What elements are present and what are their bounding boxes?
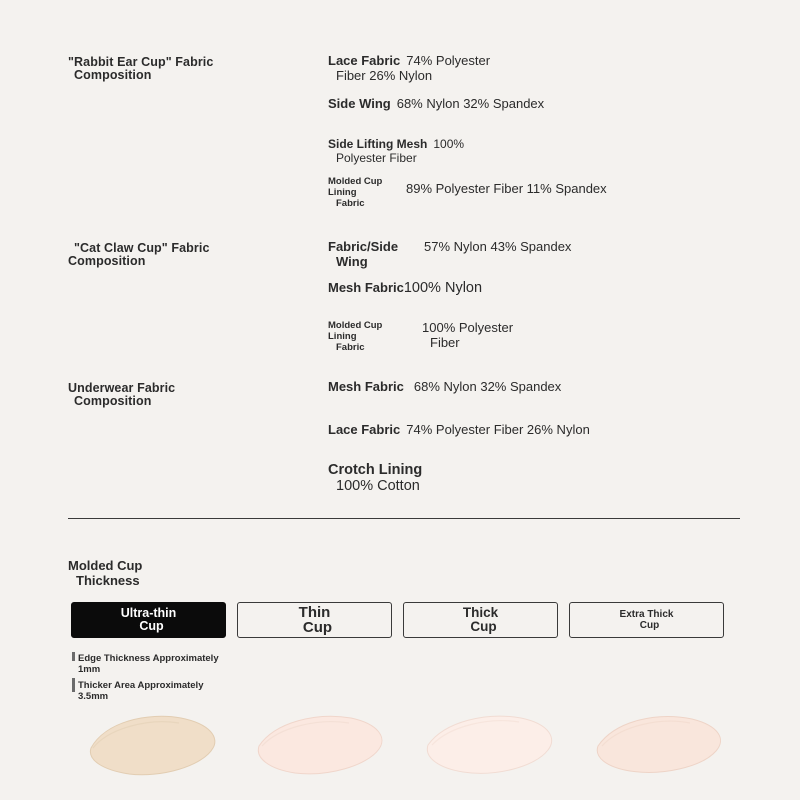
- row-label-line-1: Molded Cup Lining: [328, 176, 383, 198]
- note-line-2: 1mm: [78, 664, 101, 675]
- cup-shape-ultra-thin: [85, 712, 220, 782]
- row-label: [328, 176, 406, 209]
- group-title-line-1: "Cat Claw Cup" Fabric: [74, 241, 210, 255]
- row-label: Side Wing: [328, 96, 391, 111]
- row-value: 100%: [433, 137, 465, 151]
- tab-label-line-2: Cup: [139, 619, 164, 633]
- note-line-2: 3.5mm: [78, 691, 109, 702]
- tab-label-line-1: Extra Thick: [619, 609, 674, 620]
- row-label: Mesh Fabric: [328, 379, 404, 394]
- group-title-rabbit-ear-cup: [68, 56, 308, 82]
- row-label: Lace Fabric: [328, 53, 401, 68]
- note-line-1: Thicker Area Approximately: [78, 680, 204, 691]
- section-divider: [68, 518, 740, 519]
- row-label-line-1: Molded Cup Lining: [328, 320, 383, 342]
- cup-shape-thin: [253, 712, 388, 782]
- spec-row-mesh-fabric-underwear: [328, 379, 788, 394]
- row-label: [328, 320, 406, 353]
- row-label-line-2: Wing: [336, 254, 368, 269]
- thickness-title-line-1: Molded Cup: [68, 558, 143, 573]
- row-label: Mesh Fabric: [328, 280, 404, 295]
- row-value: 68% Nylon 32% Spandex: [396, 96, 545, 111]
- tab-thin-cup[interactable]: [237, 602, 392, 638]
- row-label: [328, 239, 406, 269]
- molded-cup-thickness-title: [68, 558, 142, 588]
- tab-label-line-2: Cup: [302, 619, 333, 636]
- spec-row-fabric-side-wing: [328, 239, 788, 269]
- row-value: 57% Nylon 43% Spandex: [424, 239, 572, 254]
- tab-thick-cup[interactable]: [403, 602, 558, 638]
- row-value: 100% Cotton: [336, 478, 420, 494]
- row-label-line-1: Fabric/Side: [328, 239, 399, 254]
- note-line-1: Edge Thickness Approximately: [78, 653, 219, 664]
- row-label: Side Lifting Mesh: [328, 137, 428, 151]
- row-value-line-2: Fiber: [430, 335, 460, 350]
- group-title-underwear: [68, 382, 308, 408]
- row-label-line-2: Fabric: [336, 342, 365, 353]
- thickness-title-line-2: Thickness: [76, 573, 140, 588]
- row-value: 74% Polyester Fiber 26% Nylon: [406, 422, 590, 437]
- row-value-line-2: Polyester Fiber: [336, 151, 417, 165]
- tab-label-line-1: Ultra-thin: [120, 606, 177, 620]
- group-title-line-1: Underwear Fabric: [68, 381, 176, 395]
- spec-row-lace-fabric: [328, 53, 788, 83]
- spec-row-lace-fabric-underwear: [328, 422, 788, 437]
- row-value: 100% Polyester: [422, 320, 514, 335]
- row-value: 74% Polyester: [406, 53, 491, 68]
- edge-thickness-tick: [72, 652, 75, 661]
- tab-extra-thick-cup[interactable]: [569, 602, 724, 638]
- row-label: Crotch Lining: [328, 462, 423, 478]
- group-title-line-1: "Rabbit Ear Cup" Fabric: [68, 55, 214, 69]
- row-value-line-2: Fiber 26% Nylon: [336, 68, 433, 83]
- row-value: 100% Nylon: [403, 280, 483, 296]
- group-title-line-2: Composition: [74, 68, 152, 82]
- spec-row-mesh-fabric-cat-claw: [328, 280, 788, 296]
- cup-shape-thick: [423, 712, 558, 782]
- row-label-line-2: Fabric: [336, 198, 365, 209]
- row-label: Lace Fabric: [328, 422, 401, 437]
- tab-label-line-1: Thin: [298, 604, 331, 621]
- spec-row-molded-cup-lining-rabbit: [328, 176, 788, 209]
- cup-shape-gallery: [0, 712, 800, 800]
- row-value: 68% Nylon 32% Spandex: [413, 379, 562, 394]
- spec-row-side-lifting-mesh: [328, 137, 788, 165]
- tab-label-line-1: Thick: [462, 605, 499, 620]
- spec-row-molded-cup-lining-cat-claw: [328, 320, 788, 353]
- edge-thickness-note: [78, 653, 278, 675]
- group-title-cat-claw-cup: [68, 242, 308, 268]
- group-title-line-2: Composition: [74, 394, 152, 408]
- cup-shape-extra-thick: [592, 712, 727, 782]
- tab-label-line-2: Cup: [470, 619, 497, 634]
- tab-label-line-2: Cup: [639, 620, 660, 631]
- tab-ultra-thin-cup[interactable]: [71, 602, 226, 638]
- thicker-area-tick: [72, 678, 75, 692]
- spec-row-side-wing: [328, 96, 788, 111]
- thickness-tab-list[interactable]: [71, 602, 724, 638]
- spec-row-crotch-lining: [328, 462, 788, 494]
- row-value: 89% Polyester Fiber 11% Spandex: [406, 181, 607, 196]
- thicker-area-note: [78, 680, 278, 702]
- group-title-line-2: Composition: [68, 254, 146, 268]
